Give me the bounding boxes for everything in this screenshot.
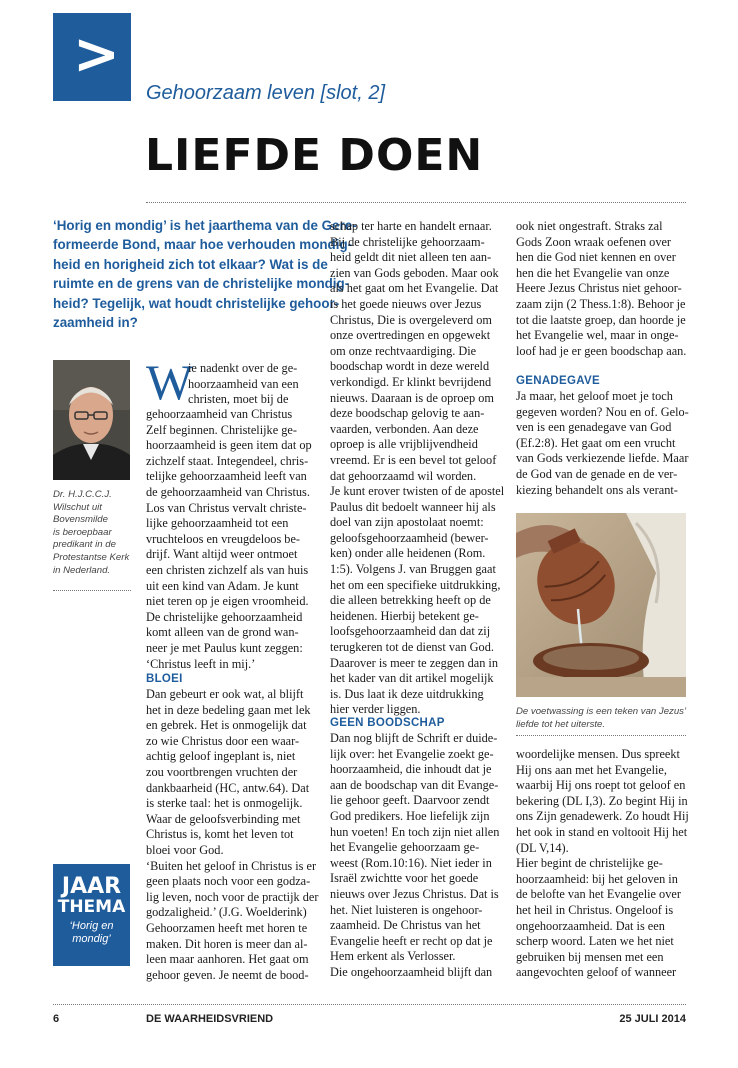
text-line: bloei voor God. bbox=[146, 842, 224, 857]
text-line: verkondigd. Er klinkt bevrijdend bbox=[330, 374, 492, 389]
text-line: doel van zijn apostolaat noemt: bbox=[330, 515, 484, 530]
text-line: ongehoorzaamheid. Dat is een bbox=[516, 918, 665, 933]
dropcap: W bbox=[146, 354, 194, 410]
text-line: Dan nog blijft de Schrift er duide- bbox=[330, 731, 498, 745]
text-line: Los van Christus vervalt christe- bbox=[146, 500, 307, 515]
caption-divider bbox=[53, 590, 131, 591]
text-line: (Ef.2:8). Het gaat om een vrucht bbox=[516, 435, 676, 450]
text-line: leen maar aanhoren. Het gaat om bbox=[146, 952, 309, 967]
text-line: boodschap wordt in deze wereld bbox=[330, 359, 490, 374]
text-line: waarbij Hij ons roept tot geloof en bbox=[516, 778, 686, 793]
text-line: het Evangelie gehoorzaam ge- bbox=[330, 840, 480, 855]
text-line: Paulus dit bedoelt wanneer hij als bbox=[330, 499, 496, 514]
text-line: gebruiken bij mensen met een bbox=[516, 949, 664, 964]
text-line: zou voortbrengen vruchten der bbox=[146, 764, 298, 779]
intro-line: heid en horigheid zich tot elkaar? Wat is de bbox=[53, 256, 328, 272]
text-line: maken. Dit horen is meer dan al- bbox=[146, 936, 308, 951]
text-line: Evangelie heeft er recht op dat je bbox=[330, 933, 493, 948]
text-line: van Gods verkiezende liefde. Maar bbox=[516, 451, 689, 466]
text-line: niet teren op je eigen vroomheid. bbox=[146, 594, 309, 609]
text-line: tot die laatste groep, dan hoorde je bbox=[516, 312, 686, 327]
section-marker-box bbox=[53, 13, 131, 101]
jaarthema-line3: ‘Horig en bbox=[69, 920, 114, 932]
footer-divider bbox=[53, 1004, 686, 1005]
author-caption-line: Dr. H.J.C.C.J. bbox=[53, 489, 112, 500]
text-line: geloofsgehoorzaamheid (bewer- bbox=[330, 530, 489, 545]
text-line: hoorzaamheid is geen item dat op bbox=[146, 438, 312, 453]
text-line: godzaligheid.’ (J.G. Woelderink) bbox=[146, 905, 307, 920]
column1-body-continued bbox=[146, 687, 321, 983]
text-line: de God van de genade en de ver- bbox=[516, 466, 678, 481]
text-line: kiezing behandelt ons als verant- bbox=[516, 482, 678, 497]
text-line: zo wie Christus door een waar- bbox=[146, 733, 300, 748]
text-line: is. Dus laat ik deze uitdrukking bbox=[330, 686, 484, 701]
text-line: aangevochten geloof of wanneer bbox=[516, 965, 677, 980]
text-line: ie nadenkt over de ge- bbox=[188, 361, 298, 375]
text-line: een christen zichzelf als van huis bbox=[146, 562, 309, 577]
column1-body bbox=[146, 407, 321, 672]
text-line: woordelijke mensen. Dus spreekt bbox=[516, 747, 680, 761]
intro-lead bbox=[53, 216, 357, 332]
author-photo bbox=[53, 360, 130, 480]
jaarthema-line4: mondig’ bbox=[72, 933, 111, 945]
text-line: Israël zwichtte voor het goede bbox=[330, 871, 479, 886]
text-line: en gebrek. Het is onmogelijk dat bbox=[146, 718, 307, 733]
text-line: Gods Zoon wraak oefenen over bbox=[516, 234, 672, 249]
title-divider bbox=[146, 202, 686, 203]
photo-caption-line: liefde tot het uiterste. bbox=[516, 718, 606, 730]
text-line: het om een specifieke uitdrukking, bbox=[330, 577, 501, 592]
text-line: zichzelf staat. Integendeel, chris- bbox=[146, 453, 309, 468]
text-line: Daarover is meer te zeggen dan in bbox=[330, 655, 498, 670]
text-line: deze boodschap gelovig te aan- bbox=[330, 406, 485, 421]
text-line: loof had je er geen boodschap aan. bbox=[516, 343, 687, 358]
text-line: oproep is alle vrijblijvendheid bbox=[330, 437, 478, 452]
column2-body bbox=[330, 219, 508, 718]
text-line: lig leven, noch voor de practijk der bbox=[146, 889, 319, 904]
text-line: drijf. Want altijd weer ontmoet bbox=[146, 547, 298, 562]
text-line: Bij de christelijke gehoorzaam- bbox=[330, 234, 485, 249]
column3-heading-wrap bbox=[516, 374, 600, 390]
text-line: zaamheid. De Christus van het bbox=[330, 918, 481, 933]
text-line: ‘Buiten het geloof in Christus is er bbox=[146, 858, 317, 873]
intro-line: zaamheid in? bbox=[53, 315, 138, 331]
page-title: LIEFDE DOEN bbox=[145, 130, 484, 181]
text-line: ons Zijn genadewerk. Zo houdt Hij bbox=[516, 809, 689, 824]
text-line: God predikers. Hoe liefelijk zijn bbox=[330, 808, 490, 823]
text-line: als het gaat om het Evangelie. Dat bbox=[330, 281, 499, 296]
text-line: zien van Gods geboden. Maar ook bbox=[330, 265, 499, 280]
text-line: 1:5). Volgens J. van Bruggen gaat bbox=[330, 562, 496, 577]
author-caption-line: is beroepbaar bbox=[53, 526, 112, 538]
text-line: hoorzaamheid: bij het geloven in bbox=[516, 871, 678, 886]
text-line: hoorzaamheid van een bbox=[188, 376, 299, 391]
text-line: hen die God niet kennen en over bbox=[516, 250, 676, 265]
text-line: loofsgehoorzaamheid dan dat zij bbox=[330, 624, 491, 639]
text-line: heid geldt dit niet alleen ten aan- bbox=[330, 250, 492, 265]
author-caption-line: Bovensmilde bbox=[53, 514, 108, 526]
author-caption-line: Protestantse Kerk bbox=[53, 551, 130, 563]
text-line: het heil in Christus. Ongeloof is bbox=[516, 902, 674, 917]
heading-geen-boodschap: GEEN BOODSCHAP bbox=[330, 717, 445, 729]
text-line: hun voeten! En toch zijn niet allen bbox=[330, 824, 500, 839]
text-line: het ook in stand en voltooit Hij het bbox=[516, 824, 688, 839]
text-line: hier verder liggen. bbox=[330, 702, 421, 717]
jaarthema-badge bbox=[53, 864, 130, 966]
column3-body-final bbox=[516, 747, 691, 981]
magazine-name: DE WAARHEIDSVRIEND bbox=[146, 1013, 274, 1025]
text-line: lie gehoor geeft. Daarvoor zendt bbox=[330, 793, 490, 808]
text-line: ook niet ongestraft. Straks zal bbox=[516, 219, 663, 233]
text-line: die alleen betrekking heeft op de bbox=[330, 593, 491, 608]
text-line: de belofte van het Evangelie over bbox=[516, 887, 681, 902]
column1-lead bbox=[188, 361, 318, 408]
photo-caption-line: De voetwassing is een teken van Jezus’ bbox=[516, 706, 687, 717]
text-line: hen die het Evangelie van onze bbox=[516, 265, 670, 280]
text-line: schap ter harte en handelt ernaar. bbox=[330, 219, 492, 233]
text-line: heidenen. Hierbij betekent ge- bbox=[330, 608, 479, 623]
text-line: komt alleen van de grond wan- bbox=[146, 625, 299, 640]
text-line: gehoor geven. Je neemt de bood- bbox=[146, 967, 309, 982]
text-line: Je kunt erover twisten of de apostel bbox=[330, 484, 505, 499]
text-line: weest (Rom.10:16). Niet ieder in bbox=[330, 855, 492, 870]
text-line: neer je met Paulus kunt zeggen: bbox=[146, 640, 303, 655]
jaarthema-line2: THEMA bbox=[57, 897, 126, 917]
text-line: gehoorzaamheid van Christus bbox=[146, 407, 293, 421]
photo-caption-divider bbox=[516, 735, 686, 736]
text-line: ken) onder alle heidenen (Rom. bbox=[330, 546, 486, 561]
text-line: uit een kind van Adam. Je kunt bbox=[146, 578, 299, 593]
text-line: achtig geloof ingeplant is, niet bbox=[146, 749, 296, 764]
text-line: onze overtredingen en opgewekt bbox=[330, 328, 491, 343]
text-line: Hem erkent als Verlosser. bbox=[330, 949, 456, 964]
text-line: de gehoorzaamheid van Christus. bbox=[146, 484, 310, 499]
text-line: scherp woord. Laten we het niet bbox=[516, 934, 674, 949]
jaarthema-line1: JAAR bbox=[61, 874, 122, 899]
text-line: Waar de geloofsverbinding met bbox=[146, 811, 301, 826]
text-line: nieuws over Jezus Christus. Dat is bbox=[330, 886, 499, 901]
text-line: nieuws. Daaraan is de oproep om bbox=[330, 390, 494, 405]
author-caption-line: Wilschut uit bbox=[53, 501, 102, 513]
text-line: ‘Christus leeft in mij.’ bbox=[146, 656, 256, 671]
text-line: Hier begint de christelijke ge- bbox=[516, 856, 663, 871]
page-number: 6 bbox=[53, 1013, 60, 1025]
intro-line: ruimte en de grens van de christelijke mondig- bbox=[53, 276, 350, 292]
photo-caption bbox=[516, 706, 691, 731]
text-line: is sterke taal: het is onmogelijk. bbox=[146, 796, 303, 811]
issue-date: 25 JULI 2014 bbox=[619, 1013, 686, 1025]
text-line: Christus, Die is overgeleverd om bbox=[330, 312, 492, 327]
text-line: terugkeren tot de dienst van God. bbox=[330, 640, 494, 655]
text-line: dat gehoorzaamd wil worden. bbox=[330, 468, 477, 483]
text-line: Zelf beginnen. Christelijke ge- bbox=[146, 422, 297, 437]
text-line: gegeven worden? Nou en of. Gelo- bbox=[516, 404, 689, 419]
text-line: vruchteloos en vreugdeloos be- bbox=[146, 531, 301, 546]
heading-bloei: BLOEI bbox=[146, 673, 183, 685]
text-line: is het goede nieuws over Jezus bbox=[330, 296, 482, 311]
text-line: christen, moet bij de bbox=[188, 392, 289, 407]
text-line: Dan gebeurt er ook wat, al blijft bbox=[146, 687, 304, 701]
chevron-right-icon: > bbox=[73, 22, 120, 87]
text-line: (DL V,14). bbox=[516, 840, 569, 855]
text-line: Die ongehoorzaamheid blijft dan bbox=[330, 964, 493, 979]
text-line: Christus is, komt het leven tot bbox=[146, 827, 294, 842]
text-line: dankbaarheid (HC, antw.64). Dat bbox=[146, 780, 310, 795]
column2-body-continued bbox=[330, 731, 508, 981]
text-line: zaam zijn (2 Thess.1:8). Behoor je bbox=[516, 296, 686, 311]
intro-line: heid? Tegelijk, wat houdt christelijke gehoor- bbox=[53, 295, 340, 311]
text-line: het. Niet luisteren is ongehoor- bbox=[330, 902, 483, 917]
text-line: om onze rechtvaardiging. Die bbox=[330, 343, 477, 358]
series-kicker: Gehoorzaam leven [slot, 2] bbox=[146, 82, 386, 104]
text-line: Ja maar, het geloof moet je toch bbox=[516, 389, 673, 403]
text-line: lijk over: het Evangelie zoekt ge- bbox=[330, 746, 494, 761]
author-caption-line: in Nederland. bbox=[53, 564, 111, 576]
column3-body-continued bbox=[516, 389, 691, 498]
text-line: het in deze bedeling gaan met lek bbox=[146, 702, 311, 717]
column2-heading-wrap bbox=[330, 716, 445, 732]
text-line: ven is een genadegave van God bbox=[516, 420, 672, 435]
text-line: aan de boodschap van dit Evange- bbox=[330, 777, 499, 792]
column1-heading-wrap bbox=[146, 672, 183, 688]
text-line: Gehoorzamen heeft met horen te bbox=[146, 920, 308, 935]
text-line: geen plaats noch voor een godza- bbox=[146, 874, 311, 889]
text-line: het Evangelie wel, maar in onge- bbox=[516, 328, 679, 343]
text-line: hoorzaamheid, die inhoudt dat je bbox=[330, 762, 492, 777]
text-line: vreemd. Er is een bevel tot geloof bbox=[330, 452, 497, 467]
text-line: De christelijke gehoorzaamheid bbox=[146, 609, 303, 624]
text-line: vaarden, verbonden. Aan deze bbox=[330, 421, 479, 436]
text-line: bekering (DL I,3). Zo begint Hij in bbox=[516, 793, 688, 808]
text-line: Hij ons aan met het Evangelie, bbox=[516, 762, 667, 777]
intro-line: ‘Horig en mondig’ is het jaarthema van de Gere- bbox=[53, 218, 357, 233]
text-line: Heere Jezus Christus niet gehoor- bbox=[516, 281, 682, 296]
intro-line: formeerde Bond, maar hoe verhouden mondig- bbox=[53, 237, 353, 253]
text-line: lijke gehoorzaamheid tot een bbox=[146, 516, 289, 531]
footwashing-photo bbox=[516, 513, 686, 697]
text-line: telijke gehoorzaamheid leeft van bbox=[146, 469, 307, 484]
author-caption-line: predikant in de bbox=[53, 539, 116, 551]
heading-genadegave: GENADEGAVE bbox=[516, 375, 600, 387]
author-caption bbox=[53, 489, 133, 577]
column3-body bbox=[516, 219, 691, 359]
text-line: het kader van dit artikel mogelijk bbox=[330, 671, 494, 686]
